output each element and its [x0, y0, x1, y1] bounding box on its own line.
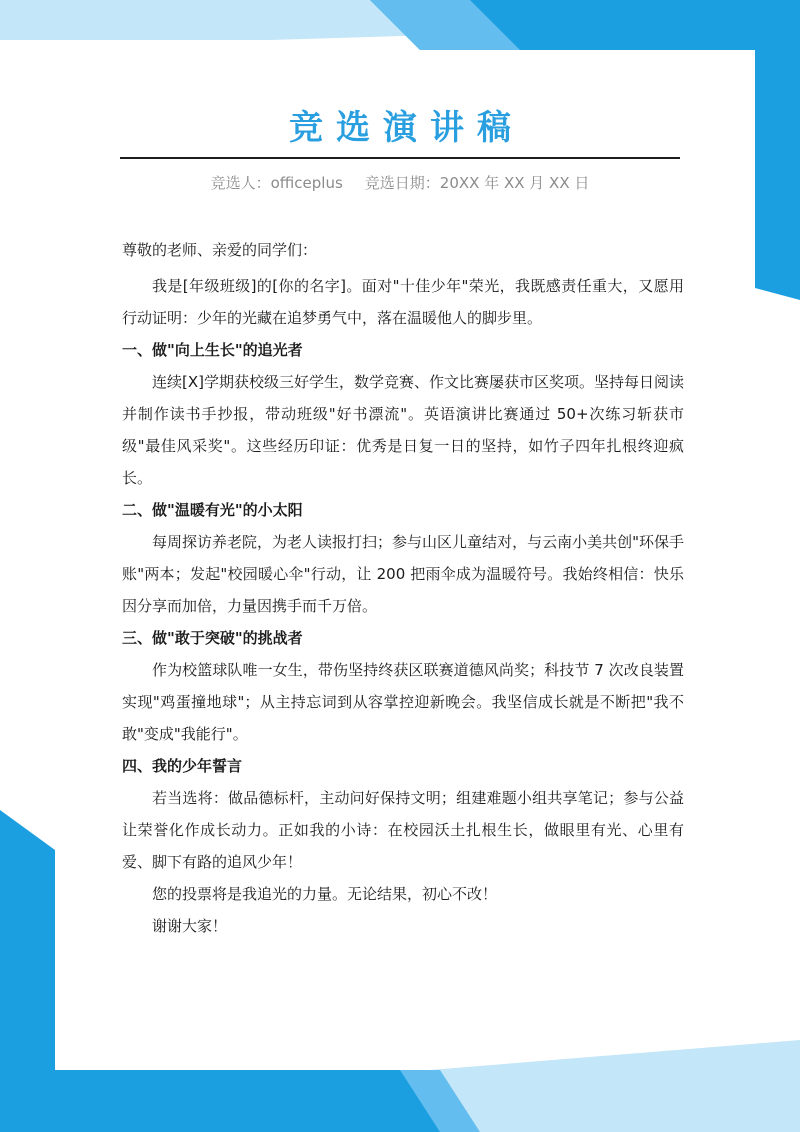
section-paragraph-3: 作为校篮球队唯一女生，带伤坚持终获区联赛道德风尚奖；科技节 7 次改良装置实现"鸡蛋撞地球"；从主持忘词到从容掌控迎新晚会。我坚信成长就是不断把"我不敢"变成"我能行"。 [122, 661, 684, 743]
closing-paragraph: 您的投票将是我追光的力量。无论结果，初心不改！ [152, 885, 498, 903]
candidate-info: 竞选人：officeplus [210, 174, 343, 192]
section-paragraph-2: 每周探访养老院，为老人读报打扫；参与山区儿童结对，与云南小美共创"环保手账"两本；发起"校园暖心伞"行动，让 200 把雨伞成为温暖符号。我始终相信：快乐因分享而加倍，力量因携手而千万倍。 [122, 533, 684, 615]
speech-body [122, 236, 684, 942]
section-heading-1: 一、做"向上生长"的追光者 [122, 341, 303, 359]
section-paragraph-4: 若当选将：做品德标杆，主动问好保持文明；组建难题小组共享笔记；参与公益让荣誉化作成长动力。正如我的小诗：在校园沃土扎根生长，做眼里有光、心里有爱、脚下有路的追风少年！ [122, 789, 684, 871]
thanks-line: 谢谢大家！ [152, 917, 228, 935]
section-heading-2: 二、做"温暖有光"的小太阳 [122, 501, 303, 519]
section-heading-4: 四、我的少年誓言 [122, 757, 243, 775]
section-paragraph-1: 连续[X]学期获校级三好学生，数学竞赛、作文比赛屡获市区奖项。坚持每日阅读并制作读书手抄报，带动班级"好书漂流"。英语演讲比赛通过 50+次练习斩获市级"最佳风采奖"。这些经历印证：优秀是日复一日的坚持，如竹子四年扎根终迎疯长。 [122, 373, 684, 487]
election-date: 竞选日期：20XX 年 XX 月 XX 日 [364, 174, 590, 192]
meta-line [0, 171, 800, 195]
salutation: 尊敬的老师、亲爱的同学们： [122, 241, 318, 259]
section-heading-3: 三、做"敢于突破"的挑战者 [122, 629, 303, 647]
title-divider [120, 157, 680, 159]
intro-paragraph: 我是[年级班级]的[你的名字]。面对"十佳少年"荣光，我既感责任重大，又愿用行动证明：少年的光藏在追梦勇气中，落在温暖他人的脚步里。 [122, 277, 684, 327]
document-title: 竞选演讲稿 [289, 108, 524, 148]
